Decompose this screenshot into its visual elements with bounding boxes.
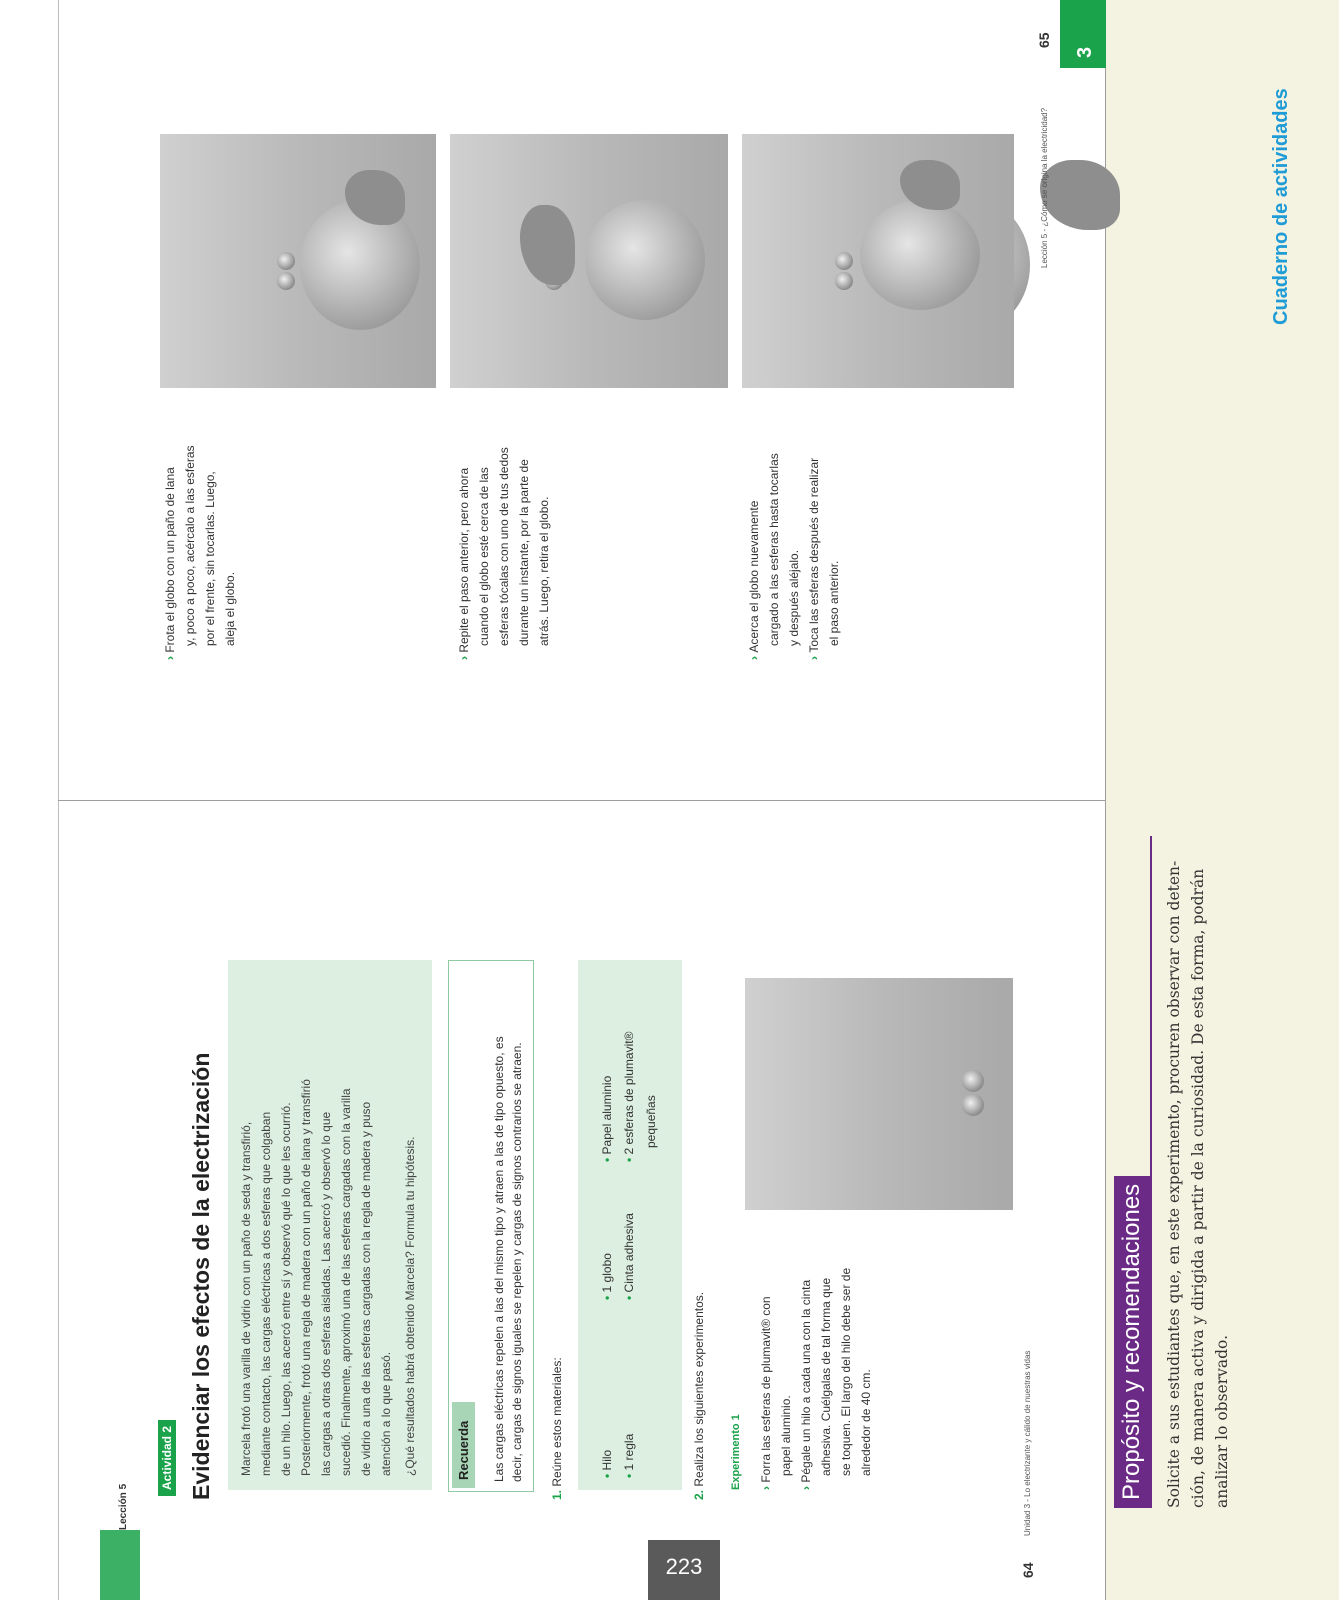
- step-line: aleja el globo.: [223, 571, 237, 646]
- activity-badge: Actividad 2: [158, 1420, 176, 1496]
- bullet-icon: ›: [759, 1482, 773, 1490]
- bullet-icon: ›: [457, 652, 471, 660]
- sphere: [962, 1094, 984, 1116]
- bullet-icon: ›: [807, 652, 821, 660]
- intro-line: de un hilo. Luego, las acercó entre sí y observó qué lo que les ocurrió.: [279, 1102, 293, 1476]
- intro-line: Posteriormente, frotó una regla de madera con un paño de lana y transfirió: [299, 1079, 313, 1476]
- materials-col-3: [596, 1032, 662, 1162]
- balloon: [585, 200, 705, 320]
- material-item: 1 globo: [600, 1253, 614, 1293]
- step-text-1: [160, 445, 240, 660]
- step-line: Toca las esferas después de realizar: [807, 457, 821, 653]
- sphere: [277, 252, 295, 270]
- side-label: Cuaderno de actividades: [1270, 88, 1292, 325]
- material-item: pequeñas: [644, 1095, 658, 1148]
- step-text-2: [454, 447, 554, 660]
- lesson-label: Lección 5: [118, 1483, 129, 1530]
- material-item: Papel aluminio: [600, 1075, 614, 1155]
- unit-number: 3: [1074, 46, 1096, 58]
- bullet-icon: •: [622, 1154, 636, 1162]
- step-line: cargado a las esferas hasta tocarlas: [767, 453, 781, 646]
- page-badge: 223: [648, 1540, 720, 1600]
- material-item: Hilo: [600, 1449, 614, 1471]
- exp-line: adhesiva. Cuélgalas de tal forma que: [819, 1277, 833, 1476]
- material-item: Cinta adhesiva: [622, 1213, 636, 1293]
- intro-text: [236, 1079, 420, 1476]
- page-gutter: [58, 800, 1106, 801]
- footer-left: Unidad 3 - Lo electrizante y cálido de nuestras vidas: [1023, 1350, 1032, 1536]
- page-number-left: 64: [1020, 1562, 1036, 1578]
- intro-line: Marcela frotó una varilla de vidrio con un paño de seda y transfirió,: [239, 1121, 253, 1476]
- panel-line: ción, de manera activa y dirigida a partir de la curiosidad. De esta forma, podrán: [1189, 868, 1207, 1508]
- exp-line: alrededor de 40 cm.: [859, 1369, 873, 1476]
- step-line: el paso anterior.: [827, 560, 841, 646]
- lesson-tab: [100, 1530, 140, 1600]
- step2-number: 2.: [692, 1489, 706, 1500]
- intro-line: mediante contacto, las cargas eléctricas a dos esferas que colgaban: [259, 1111, 273, 1476]
- step-line: Repite el paso anterior, pero ahora: [457, 467, 471, 653]
- footer-right: Lección 5 - ¿Cómo se origina la electricidad?: [1040, 107, 1049, 268]
- recuerda-label: Recuerda: [452, 1402, 475, 1488]
- experiment-steps: [756, 1268, 876, 1490]
- exp-line: Pégale un hilo a cada una con la cinta: [799, 1279, 813, 1483]
- panel-heading-rule: [1150, 836, 1152, 1508]
- step-line: y, poco a poco, acércalo a las esferas: [183, 445, 197, 646]
- step1-text: Reúne estos materiales:: [550, 1357, 564, 1487]
- bullet-icon: •: [600, 1470, 614, 1478]
- exp-line: papel aluminio.: [779, 1395, 793, 1476]
- bullet-icon: •: [600, 1154, 614, 1162]
- step-text-3: [744, 453, 844, 660]
- sphere: [835, 272, 853, 290]
- step-line: Frota el globo con un paño de lana: [163, 467, 177, 653]
- materials-col-2: [596, 1213, 640, 1300]
- right-page: [0, 0, 1106, 800]
- step-line: esferas tócalas con uno de tus dedos: [497, 447, 511, 646]
- intro-question: ¿Qué resultados habrá obtenido Marcela? Formula tu hipótesis.: [403, 1136, 417, 1476]
- step1-number: 1.: [550, 1489, 564, 1500]
- intro-line: las cargas a otras dos esferas aisladas. Las acercó y observó lo que: [319, 1111, 333, 1476]
- recuerda-line: decir, cargas de signos iguales se repelen y cargas de signos contrarios se atraen.: [510, 1042, 524, 1482]
- intro-line: atención a lo que pasó.: [379, 1351, 393, 1476]
- page-title: Evidenciar los efectos de la electrización: [188, 1052, 214, 1500]
- step-line: cuando el globo esté cerca de las: [477, 467, 491, 646]
- panel-heading: Propósito y recomendaciones: [1114, 1176, 1150, 1508]
- sphere: [835, 252, 853, 270]
- bullet-icon: •: [622, 1292, 636, 1300]
- recuerda-line: Las cargas eléctricas repelen a las del mismo tipo y atraen a las de tipo opuesto, es: [492, 1036, 506, 1482]
- intro-line: de vidrio a una de las esferas cargadas con la regla de madera y puso: [359, 1101, 373, 1476]
- step1: [550, 1357, 564, 1500]
- balloon: [860, 200, 980, 310]
- step2-text: Realiza los siguientes experimentos.: [692, 1291, 706, 1487]
- sphere: [277, 272, 295, 290]
- panel-line: Solicite a sus estudiantes que, en este experimento, procuren observar con deten-: [1165, 860, 1183, 1508]
- panel-line: analizar lo observado.: [1213, 1334, 1231, 1508]
- step-line: y después aléjalo.: [787, 549, 801, 646]
- intro-line: sucedió. Finalmente, aproximó una de las esferas cargadas con la varilla: [339, 1088, 353, 1476]
- experiment-label: Experimento 1: [730, 1414, 742, 1490]
- material-item: 2 esferas de plumavit®: [622, 1031, 636, 1155]
- materials-col-1: [596, 1434, 640, 1478]
- step-line: Acerca el globo nuevamente: [747, 500, 761, 653]
- step-line: atrás. Luego, retira el globo.: [537, 496, 551, 646]
- exp-line: se toquen. El largo del hilo debe ser de: [839, 1267, 853, 1476]
- bullet-icon: •: [600, 1292, 614, 1300]
- panel-divider: [1105, 0, 1106, 1600]
- step-line: durante un instante, por la parte de: [517, 459, 531, 646]
- panel-body: [1162, 861, 1234, 1508]
- bullet-icon: ›: [163, 652, 177, 660]
- step-line: por el frente, sin tocarlas. Luego,: [203, 471, 217, 646]
- exp-line: Forra las esferas de plumavit® con: [759, 1296, 773, 1483]
- balloon: [300, 200, 420, 330]
- bullet-icon: ›: [799, 1482, 813, 1490]
- recuerda-text: [490, 1036, 526, 1482]
- bullet-icon: •: [622, 1470, 636, 1478]
- sphere: [962, 1070, 984, 1092]
- page-number-right: 65: [1036, 32, 1052, 48]
- bullet-icon: ›: [747, 652, 761, 660]
- material-item: 1 regla: [622, 1433, 636, 1471]
- step2: [692, 1292, 706, 1500]
